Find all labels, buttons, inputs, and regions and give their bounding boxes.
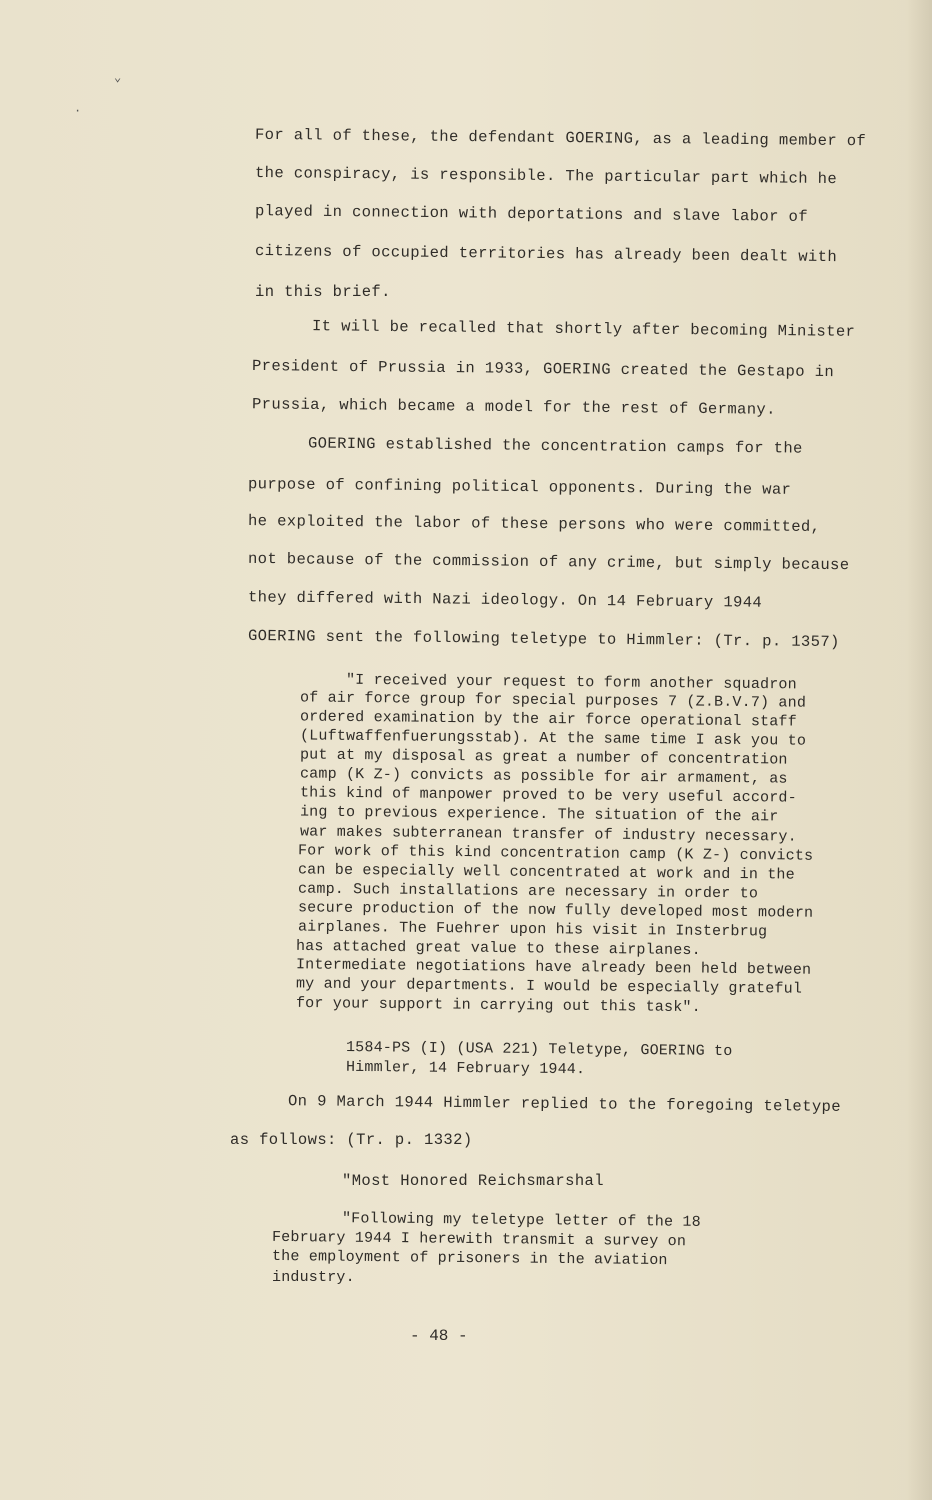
quote-line: of air force group for special purposes 7 (Z.B.V.7) and xyxy=(299,689,807,712)
citation-line: 1584-PS (I) (USA 221) Teletype, GOERING to xyxy=(345,1038,733,1061)
text-line: the conspiracy, is responsible. The particular part which he xyxy=(254,163,838,189)
quote-line: ing to previous experience. The situation of the air xyxy=(299,803,779,826)
quote-line: airplanes. The Fuehrer upon his visit in Insterbrug xyxy=(297,918,768,941)
text-line: On 9 March 1944 Himmler replied to the foregoing teletype xyxy=(287,1092,842,1116)
citation-line: Himmler, 14 February 1944. xyxy=(345,1058,586,1079)
salutation: "Most Honored Reichsmarshal xyxy=(342,1172,604,1190)
text-line: not because of the commission of any crime, but simply because xyxy=(247,549,850,575)
page-number: - 48 - xyxy=(410,1327,468,1345)
text-line: For all of these, the defendant GOERING, as a leading member of xyxy=(254,125,867,151)
quote-line: camp. Such installations are necessary in order to xyxy=(297,880,759,903)
text-line: as follows: (Tr. p. 1332) xyxy=(230,1131,473,1149)
page-edge-shadow xyxy=(906,0,932,1500)
quote-line: February 1944 I herewith transmit a survey on xyxy=(271,1228,687,1251)
quote-line: can be especially well concentrated at work and in the xyxy=(297,861,795,884)
quote-line: "I received your request to form another squadron xyxy=(345,671,797,694)
quote-line: ordered examination by the air force operational staff xyxy=(299,708,797,731)
quote-line: this kind of manpower proved to be very useful accord- xyxy=(299,784,797,807)
margin-mark: ⌄ xyxy=(114,71,122,85)
margin-dot: · xyxy=(74,104,82,118)
text-line: GOERING established the concentration camps for the xyxy=(307,434,803,458)
text-line: Prussia, which became a model for the rest of Germany. xyxy=(251,395,776,419)
text-line: citizens of occupied territories has already been dealt with xyxy=(254,241,838,267)
quote-line: my and your departments. I would be especially grateful xyxy=(295,975,803,998)
quote-line: "Following my teletype letter of the 18 xyxy=(341,1210,701,1231)
quote-line: put at my disposal as great a number of concentration xyxy=(299,746,788,769)
text-line: GOERING sent the following teletype to Himmler: (Tr. p. 1357) xyxy=(247,626,840,652)
quote-line: the employment of prisoners in the aviation xyxy=(271,1247,668,1270)
quote-line: has attached great value to these airplanes. xyxy=(295,937,701,960)
quote-line: for your support in carrying out this task". xyxy=(295,994,701,1017)
quote-line: Intermediate negotiations have already been held between xyxy=(295,956,812,979)
quote-line: industry. xyxy=(272,1269,355,1286)
text-line: he exploited the labor of these persons who were committed, xyxy=(247,512,821,536)
quote-line: For work of this kind concentration camp (K Z-) convicts xyxy=(297,842,814,865)
text-line: in this brief. xyxy=(255,283,391,301)
text-line: President of Prussia in 1933, GOERING created the Gestapo in xyxy=(251,356,835,382)
quote-line: war makes subterranean transfer of industry necessary. xyxy=(299,823,797,846)
quote-line: secure production of the now fully developed most modern xyxy=(297,899,814,922)
text-line: played in connection with deportations and slave labor of xyxy=(254,202,809,226)
quote-line: camp (K Z-) convicts as possible for air armament, as xyxy=(299,765,788,788)
text-line: It will be recalled that shortly after becoming Minister xyxy=(311,317,856,341)
quote-line: (Luftwaffenfuerungsstab). At the same time I ask you to xyxy=(299,727,807,750)
text-line: purpose of confining political opponents. During the war xyxy=(247,475,792,499)
text-line: they differed with Nazi ideology. On 14 February 1944 xyxy=(247,588,763,612)
